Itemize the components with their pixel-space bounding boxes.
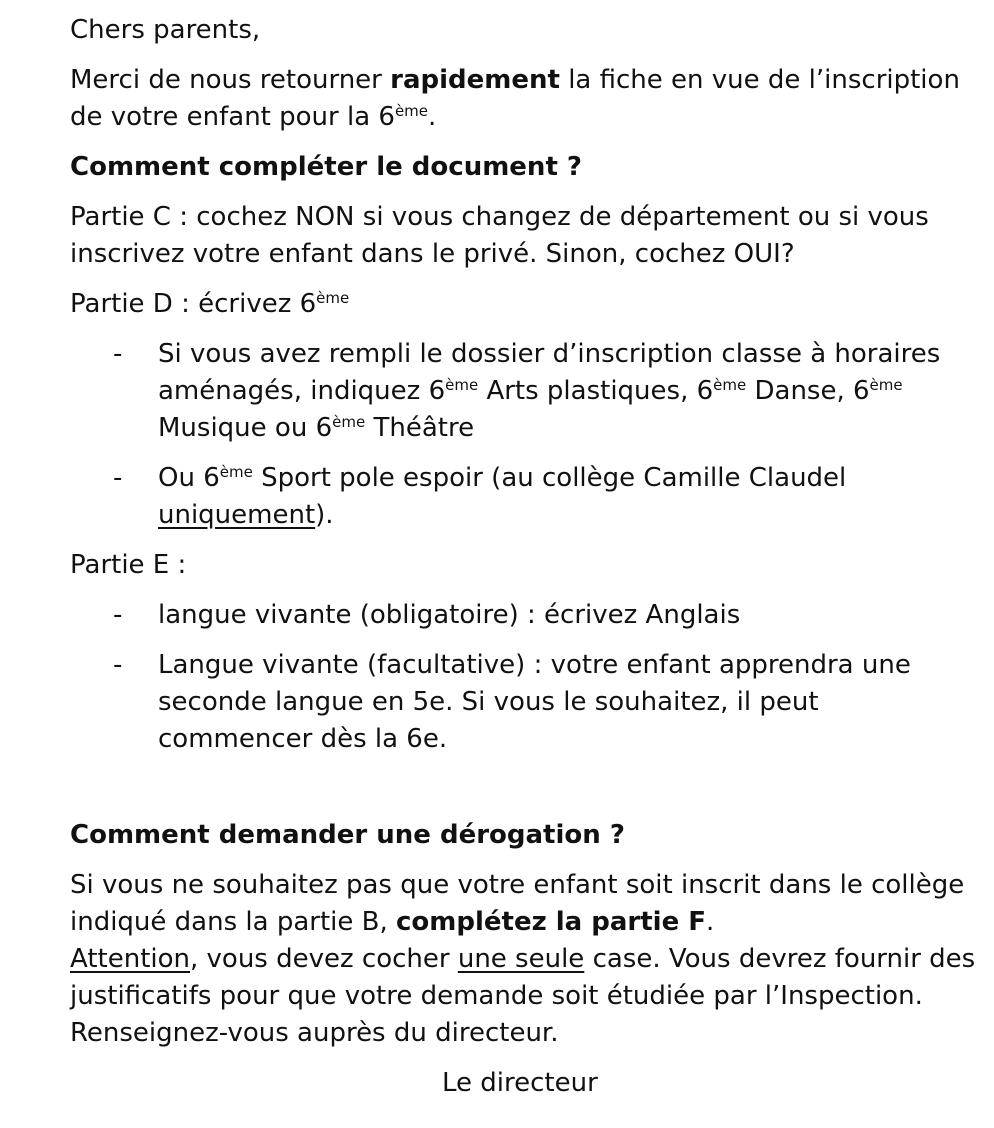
bullet-underlined: uniquement (158, 500, 316, 530)
bullet-superscript: ème (869, 376, 903, 394)
derogation-text: . (706, 907, 715, 937)
intro-superscript: ème (394, 102, 429, 120)
section-title-text: Comment compléter le document ? (70, 152, 583, 182)
partie-c-paragraph: Partie C : cochez NON si vous changez de département ou si vous inscrivez votre enfant dans le privé. Sinon, cochez OUI? (70, 202, 929, 269)
bullet-text: Arts plastiques, 6 (478, 376, 714, 406)
signature: Le directeur (442, 1068, 598, 1098)
greeting: Chers parents, (70, 15, 261, 45)
derogation-text: case. Vous devrez fournir des justificatifs pour que votre demande soit étudiée par l’Inspection. Renseignez-vous auprès du directeur. (70, 944, 976, 1048)
section-title-derogation (70, 817, 976, 854)
intro-bold: rapidement (390, 65, 560, 95)
list-item (70, 647, 976, 758)
section-title-completer (70, 149, 976, 186)
bullet-text: Ou 6 (158, 463, 220, 493)
intro-text: Merci de nous retourner (70, 65, 391, 95)
bullet-superscript: ème (332, 413, 366, 431)
list-item (70, 597, 976, 634)
partie-d-text: Partie D : écrivez 6 (70, 289, 317, 319)
section-title-text: Comment demander une dérogation ? (70, 820, 625, 850)
derogation-text: Si vous ne souhaitez pas que votre enfant soit inscrit dans le collège indiqué dans la partie B, (70, 870, 965, 937)
bullet-text: Sport pole espoir (au collège Camille Claudel (252, 463, 847, 493)
bullet-superscript: ème (713, 376, 747, 394)
bullet-dash: - (113, 463, 123, 493)
partie-d-superscript: ème (316, 289, 350, 307)
bullet-superscript: ème (445, 376, 479, 394)
bullet-dash: - (113, 600, 123, 630)
bullet-dash: - (113, 650, 123, 680)
derogation-text: , vous devez cocher (190, 944, 458, 974)
derogation-underlined: Attention (70, 944, 190, 974)
bullet-text: Théâtre (365, 413, 475, 443)
intro-end: . (428, 102, 437, 132)
bullet-text: ). (315, 500, 334, 530)
bullet-text: langue vivante (obligatoire) : écrivez Anglais (158, 600, 741, 630)
partie-e-paragraph: Partie E : (70, 550, 187, 580)
list-item (70, 460, 976, 534)
intro-text-after: la fiche en vue de l’inscription de votre enfant pour la 6 (70, 65, 960, 132)
bullet-text: Si vous avez rempli le dossier d’inscription classe à horaires aménagés, indiquez 6 (158, 339, 941, 406)
bullet-superscript: ème (219, 463, 253, 481)
list-item (70, 336, 976, 447)
partie-d-paragraph (70, 286, 976, 323)
bullet-text: Danse, 6 (746, 376, 870, 406)
derogation-paragraph (70, 867, 976, 1052)
intro-paragraph (70, 62, 976, 136)
bullet-text: Langue vivante (facultative) : votre enfant apprendra une seconde langue en 5e. Si vous le souhaitez, il peut commencer dès la 6e. (158, 650, 911, 754)
bullet-text: Musique ou 6 (158, 413, 333, 443)
derogation-bold: complétez la partie F (396, 907, 707, 937)
bullet-dash: - (113, 339, 123, 369)
derogation-underlined: une seule (457, 944, 585, 974)
